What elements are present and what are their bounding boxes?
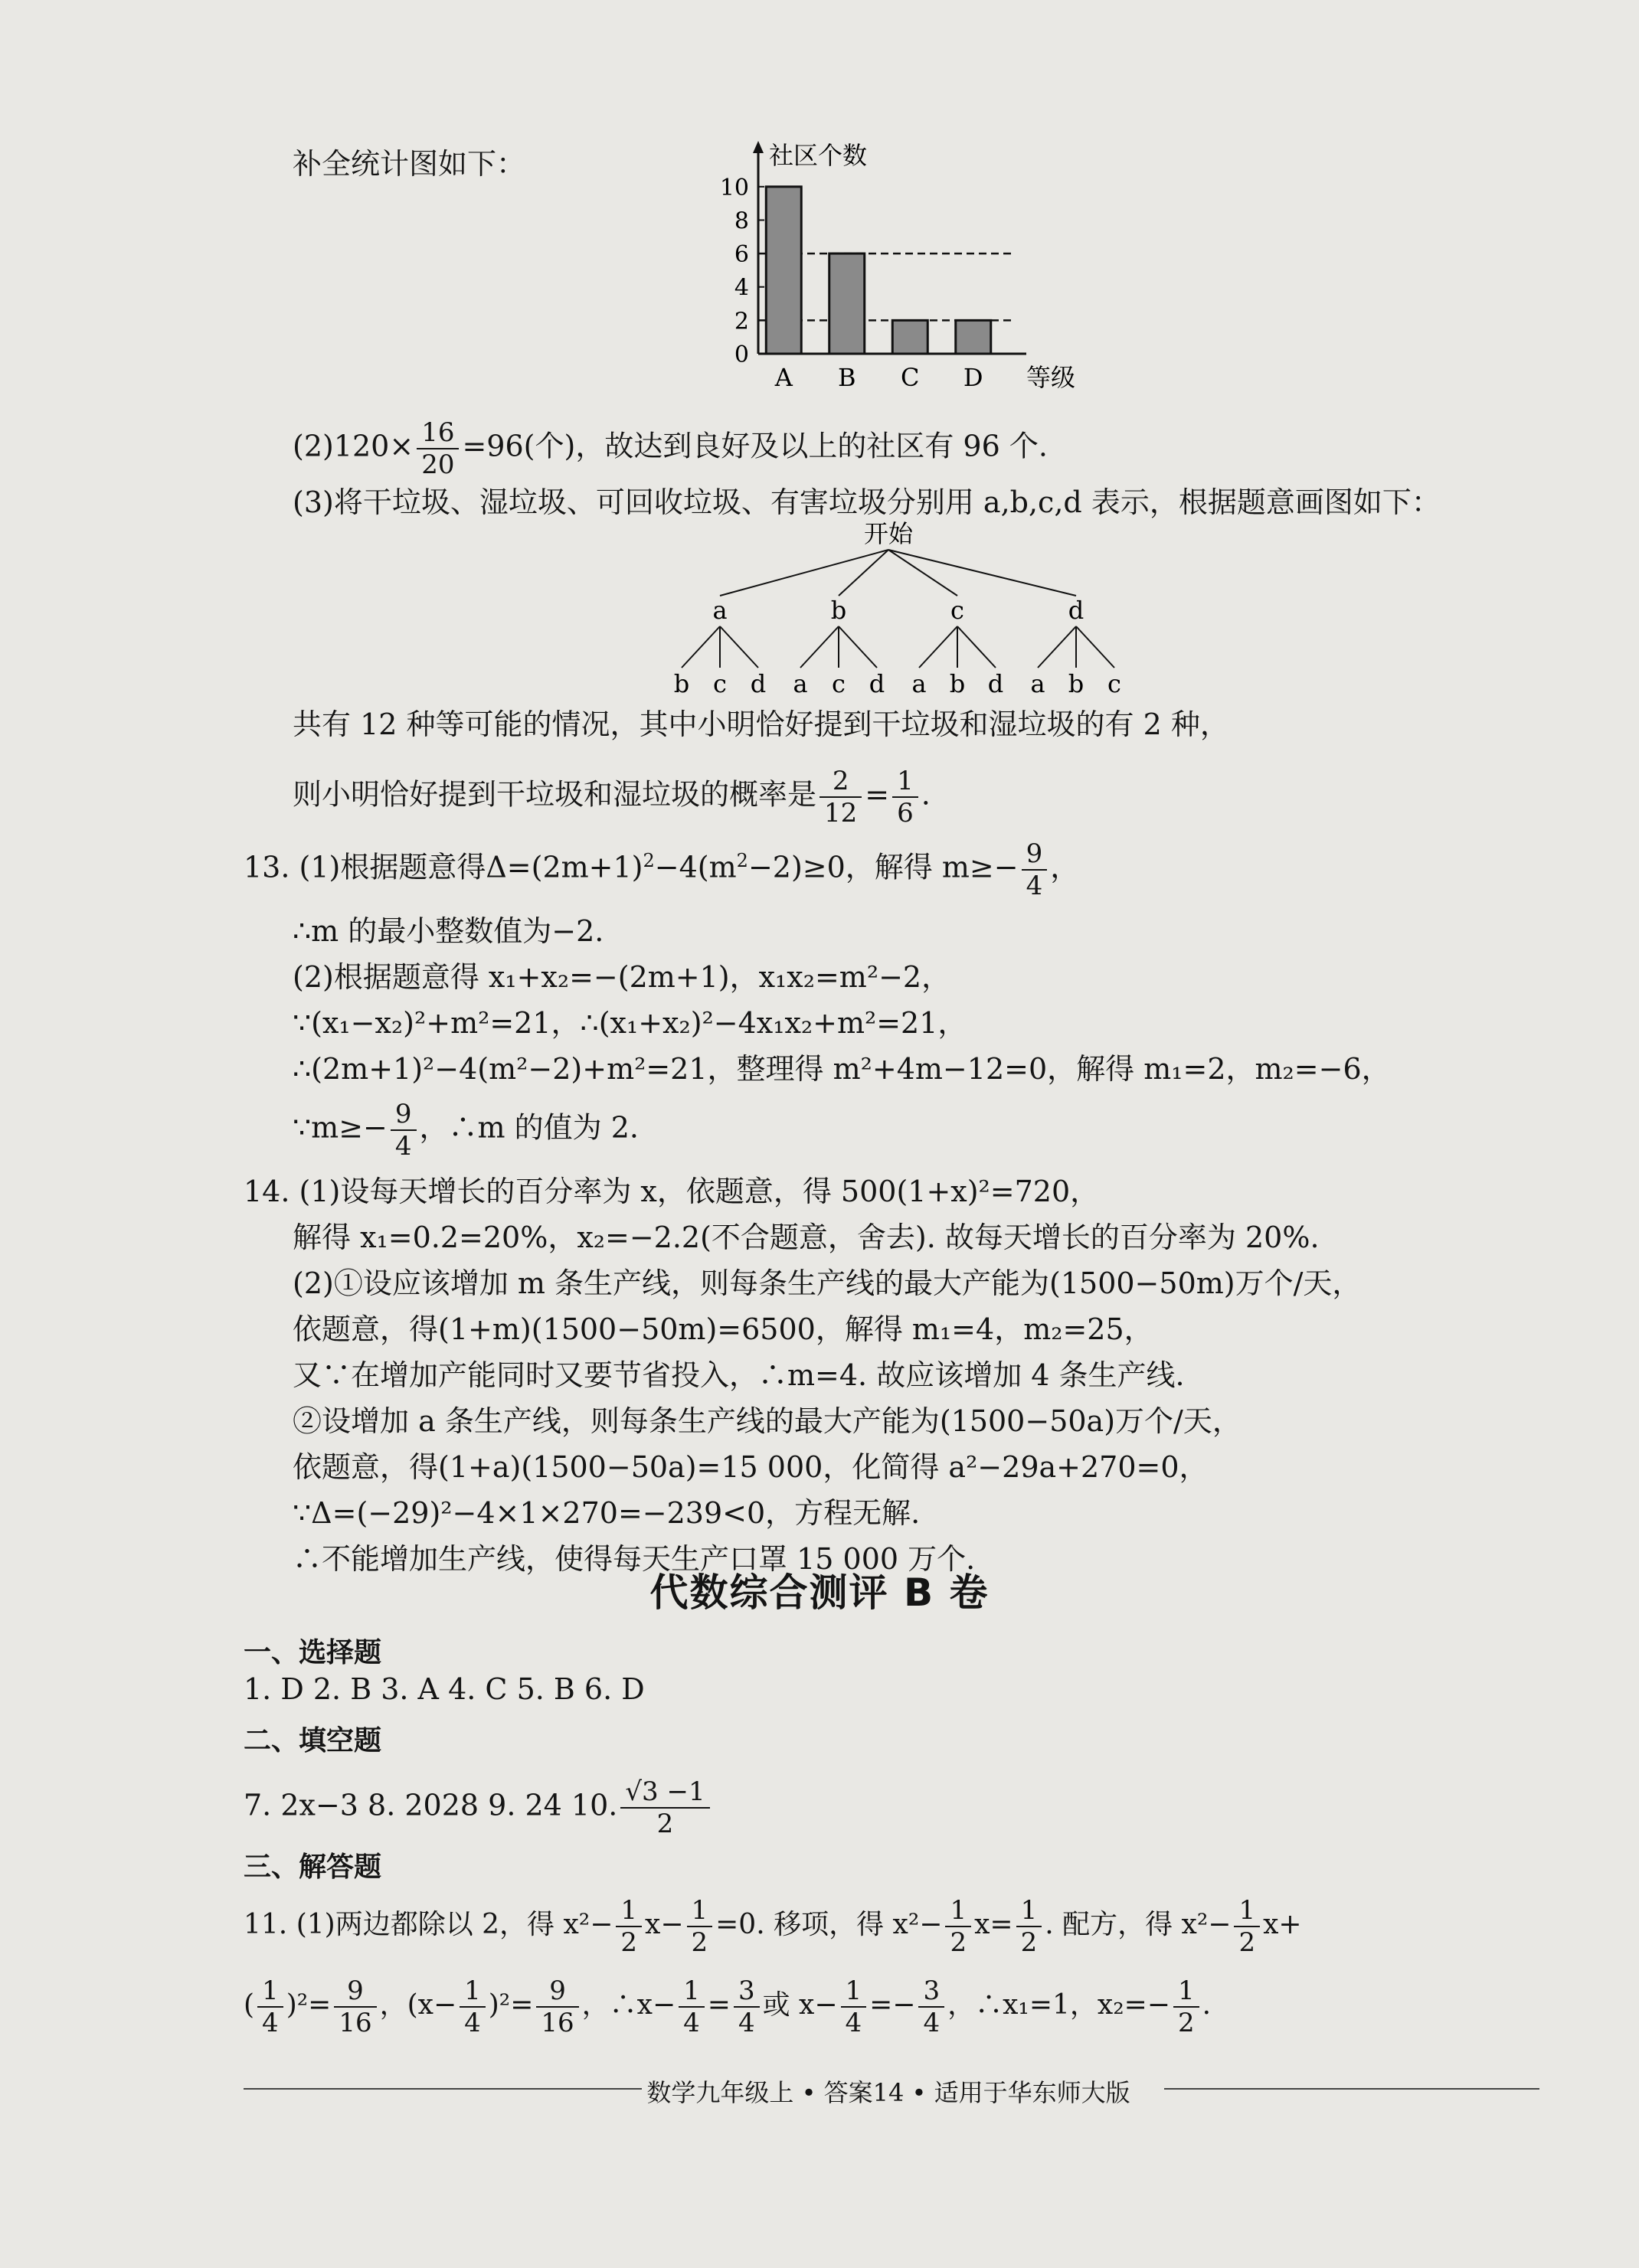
fraction-9-4 bbox=[391, 1099, 417, 1162]
q14-line3: (2)①设应该增加 m 条生产线，则每条生产线的最大产能为(1500−50m)万个/天， bbox=[293, 1266, 1362, 1300]
frac-num: 3 bbox=[918, 1976, 944, 2008]
tree-leaf: d bbox=[750, 669, 767, 698]
y-tick-label: 2 bbox=[734, 308, 749, 335]
q11-text: x+ bbox=[1263, 1909, 1302, 1940]
frac-num: 1 bbox=[1234, 1895, 1260, 1927]
frac-num: 1 bbox=[616, 1895, 642, 1927]
q11-text: ( bbox=[244, 1989, 255, 2021]
q14-line6: ②设增加 a 条生产线，则每条生产线的最大产能为(1500−50a)万个/天， bbox=[293, 1404, 1242, 1438]
frac-num: 1 bbox=[1173, 1976, 1199, 2008]
tree-edge bbox=[682, 626, 720, 668]
tree-leaf: b bbox=[949, 669, 966, 698]
tree-leaf: c bbox=[1107, 669, 1121, 698]
q11-text: ，∴x₁=1，x₂=− bbox=[947, 1989, 1170, 2021]
q13-text: −2)≥0，解得 m≥− bbox=[748, 850, 1019, 884]
frac-den: 4 bbox=[394, 1131, 412, 1162]
frac-num: 1 bbox=[1016, 1895, 1042, 1927]
fraction-16-20 bbox=[417, 417, 459, 480]
q11-text: = bbox=[707, 1989, 731, 2021]
q13-text: ， bbox=[1050, 850, 1080, 884]
fraction-sqrt3 bbox=[620, 1776, 709, 1839]
y-tick-label: 4 bbox=[734, 274, 749, 302]
q11-text: =0. 移项，得 x²− bbox=[715, 1909, 943, 1940]
bar-C bbox=[892, 320, 927, 354]
bar-B bbox=[829, 253, 865, 354]
chart-intro: 补全统计图如下： bbox=[293, 147, 526, 181]
fraction-1-6 bbox=[892, 766, 918, 828]
frac-den: 2 bbox=[691, 1927, 708, 1958]
fraction bbox=[679, 1976, 705, 2038]
period: . bbox=[921, 777, 931, 812]
tree-leaf: a bbox=[911, 669, 927, 698]
y-tick-label: 6 bbox=[734, 241, 749, 269]
tree-edge bbox=[1076, 626, 1114, 668]
tree-leaf: c bbox=[832, 669, 846, 698]
q11-line1 bbox=[244, 1895, 1302, 1958]
probability-line bbox=[293, 766, 931, 828]
x-axis-label: 等级 bbox=[1026, 363, 1076, 392]
frac-den: 2 bbox=[1238, 1927, 1256, 1958]
y-axis-arrow bbox=[753, 141, 764, 153]
frac-den: 4 bbox=[845, 2008, 862, 2038]
section-choice-heading: 一、选择题 bbox=[244, 1637, 382, 1668]
fraction bbox=[1173, 1976, 1199, 2038]
x-tick-label: C bbox=[901, 363, 920, 392]
q13-text: 13. (1)根据题意得Δ=(2m+1) bbox=[244, 850, 643, 884]
fraction bbox=[257, 1976, 283, 2038]
q14-line1: 14. (1)设每天增长的百分率为 x，依题意，得 500(1+x)²=720， bbox=[244, 1175, 1100, 1208]
q11-text: )²= bbox=[286, 1989, 332, 2021]
q14-line4: 依题意，得(1+m)(1500−50m)=6500，解得 m₁=4，m₂=25， bbox=[293, 1312, 1153, 1346]
frac-num: 1 bbox=[892, 766, 918, 798]
part2-text-b: =96(个)，故达到良好及以上的社区有 96 个. bbox=[462, 429, 1048, 463]
q11-text: x− bbox=[645, 1909, 684, 1940]
q13-text: ，∴m 的值为 2. bbox=[419, 1110, 639, 1145]
frac-den: 20 bbox=[421, 449, 455, 480]
frac-num: 9 bbox=[1022, 838, 1048, 871]
q14-line8: ∵Δ=(−29)²−4×1×270=−239<0，方程无解. bbox=[293, 1496, 921, 1530]
frac-num: 16 bbox=[417, 417, 459, 449]
fraction bbox=[918, 1976, 944, 2038]
q14-line9: ∴不能增加生产线，使得每天生产口罩 15 000 万个. bbox=[293, 1542, 976, 1576]
q11-text: )²= bbox=[488, 1989, 534, 2021]
tree-edge bbox=[957, 626, 996, 668]
frac-num: 9 bbox=[536, 1976, 578, 2008]
frac-num: 3 bbox=[734, 1976, 760, 2008]
tree-leaf: d bbox=[869, 669, 885, 698]
fraction-2-12 bbox=[820, 766, 862, 828]
bar-D bbox=[956, 320, 991, 354]
frac-den: 12 bbox=[824, 798, 858, 828]
q11-text: 11. (1)两边都除以 2，得 x²− bbox=[244, 1909, 613, 1940]
q11-text: =− bbox=[869, 1989, 916, 2021]
tree-edge bbox=[720, 626, 758, 668]
frac-num: 2 bbox=[820, 766, 862, 798]
tree-root: 开始 bbox=[863, 521, 914, 548]
frac-num: 1 bbox=[945, 1895, 971, 1927]
tree-diagram bbox=[620, 521, 1156, 704]
q11-line2 bbox=[244, 1976, 1211, 2038]
x-tick-label: A bbox=[774, 363, 793, 392]
q13-text: ∵m≥− bbox=[293, 1110, 388, 1145]
part2-line bbox=[293, 417, 1048, 480]
x-tick-label: D bbox=[963, 363, 983, 392]
tree-branch-b: b bbox=[830, 596, 847, 625]
frac-den: 4 bbox=[683, 2008, 700, 2038]
fraction bbox=[687, 1895, 713, 1958]
page-footer: 数学九年级上 • 答案14 • 适用于华东师大版 bbox=[646, 2078, 1130, 2107]
y-tick-label: 8 bbox=[734, 208, 749, 235]
frac-num: 1 bbox=[841, 1976, 867, 2008]
tree-edge bbox=[1038, 626, 1076, 668]
frac-den: 4 bbox=[923, 2008, 941, 2038]
y-tick-label: 0 bbox=[734, 342, 749, 368]
q11-text: . 配方，得 x²− bbox=[1045, 1909, 1232, 1940]
q14-line7: 依题意，得(1+a)(1500−50a)=15 000，化简得 a²−29a+270=0， bbox=[293, 1450, 1209, 1484]
tree-leaf: b bbox=[1068, 669, 1084, 698]
q13-line3: (2)根据题意得 x₁+x₂=−(2m+1)，x₁x₂=m²−2， bbox=[293, 960, 951, 994]
tree-branch-d: d bbox=[1068, 596, 1084, 625]
frac-num: 9 bbox=[334, 1976, 376, 2008]
section-fill-heading: 二、填空题 bbox=[244, 1725, 382, 1757]
frac-den: 2 bbox=[1177, 2008, 1195, 2038]
frac-num: √3 −1 bbox=[620, 1776, 709, 1809]
q11-text: ，∴x− bbox=[581, 1989, 676, 2021]
tree-edge bbox=[919, 626, 957, 668]
q14-line5: 又∵在增加产能同时又要节省投入，∴m=4. 故应该增加 4 条生产线. bbox=[293, 1358, 1185, 1392]
fraction bbox=[616, 1895, 642, 1958]
tree-branch-a: a bbox=[712, 596, 728, 625]
tree-branch-c: c bbox=[950, 596, 964, 625]
frac-den: 6 bbox=[897, 798, 914, 828]
fill-text: 7. 2x−3 8. 2028 9. 24 10. bbox=[244, 1788, 618, 1822]
tree-edge bbox=[888, 550, 957, 596]
frac-den: 2 bbox=[1020, 1927, 1038, 1958]
fraction bbox=[841, 1976, 867, 2038]
q11-text: . bbox=[1202, 1989, 1212, 2021]
q13-text: −4(m bbox=[654, 850, 737, 884]
tree-leaf: d bbox=[987, 669, 1004, 698]
frac-den: 4 bbox=[738, 2008, 755, 2038]
frac-den: 4 bbox=[262, 2008, 279, 2038]
q11-text: 或 x− bbox=[762, 1989, 838, 2021]
tree-leaf: a bbox=[793, 669, 808, 698]
frac-num: 1 bbox=[257, 1976, 283, 2008]
frac-num: 1 bbox=[687, 1895, 713, 1927]
frac-den: 2 bbox=[656, 1809, 674, 1839]
q13-line5: ∴(2m+1)²−4(m²−2)+m²=21，整理得 m²+4m−12=0，解得 m₁=2，m₂=−6， bbox=[293, 1052, 1391, 1086]
tree-leaf: a bbox=[1030, 669, 1045, 698]
tree-leaf: c bbox=[713, 669, 727, 698]
frac-den: 2 bbox=[620, 1927, 638, 1958]
part3-line: (3)将干垃圾、湿垃圾、可回收垃圾、有害垃圾分别用 a,b,c,d 表示，根据题意画图如下： bbox=[293, 485, 1441, 519]
q13-line2: ∴m 的最小整数值为−2. bbox=[293, 914, 604, 948]
q14-line2: 解得 x₁=0.2=20%，x₂=−2.2(不合题意，舍去). 故每天增长的百分率为 20%. bbox=[293, 1221, 1320, 1254]
y-axis-label: 社区个数 bbox=[769, 141, 868, 170]
fill-answers bbox=[244, 1776, 713, 1839]
frac-den: 2 bbox=[950, 1927, 967, 1958]
q13-line4: ∵(x₁−x₂)²+m²=21，∴(x₁+x₂)²−4x₁x₂+m²=21， bbox=[293, 1006, 967, 1040]
tree-edge bbox=[800, 626, 839, 668]
outcomes-line: 共有 12 种等可能的情况，其中小明恰好提到干垃圾和湿垃圾的有 2 种， bbox=[293, 708, 1229, 741]
fraction bbox=[1234, 1895, 1260, 1958]
fraction bbox=[1016, 1895, 1042, 1958]
section-solve-heading: 三、解答题 bbox=[244, 1851, 382, 1883]
tree-edge bbox=[888, 550, 1076, 596]
y-tick-label: 10 bbox=[719, 174, 749, 201]
x-tick-label: B bbox=[837, 363, 856, 392]
frac-den: 4 bbox=[464, 2008, 481, 2038]
fraction-9-4 bbox=[1022, 838, 1048, 901]
part2-text-a: (2)120× bbox=[293, 429, 414, 463]
tree-leaf: b bbox=[673, 669, 690, 698]
frac-num: 9 bbox=[391, 1099, 417, 1131]
frac-den: 16 bbox=[339, 2008, 372, 2038]
fraction bbox=[460, 1976, 486, 2038]
fraction bbox=[945, 1895, 971, 1958]
fraction bbox=[536, 1976, 578, 2038]
frac-num: 1 bbox=[679, 1976, 705, 2008]
frac-den: 4 bbox=[1026, 871, 1043, 901]
fraction bbox=[734, 1976, 760, 2038]
q11-text: x= bbox=[974, 1909, 1013, 1940]
bar-A bbox=[766, 187, 801, 354]
tree-edge bbox=[839, 626, 877, 668]
q11-text: ，(x− bbox=[379, 1989, 457, 2021]
bar-chart bbox=[712, 138, 1111, 398]
section-title: 代数综合测评 B 卷 bbox=[649, 1570, 990, 1615]
fraction bbox=[334, 1976, 376, 2038]
prob-text: 则小明恰好提到干垃圾和湿垃圾的概率是 bbox=[293, 777, 817, 812]
q13-line6 bbox=[293, 1099, 639, 1162]
frac-den: 16 bbox=[541, 2008, 574, 2038]
frac-num: 1 bbox=[460, 1976, 486, 2008]
equals: = bbox=[865, 777, 890, 812]
choice-answers: 1. D 2. B 3. A 4. C 5. B 6. D bbox=[244, 1672, 645, 1706]
q13-line1: 13. (1)根据题意得$\Delta=(2m+1)^2-4(m^2-2)\ge 0$，解得 m≥− $\frac{9}{4}$ ， bbox=[244, 838, 1080, 901]
